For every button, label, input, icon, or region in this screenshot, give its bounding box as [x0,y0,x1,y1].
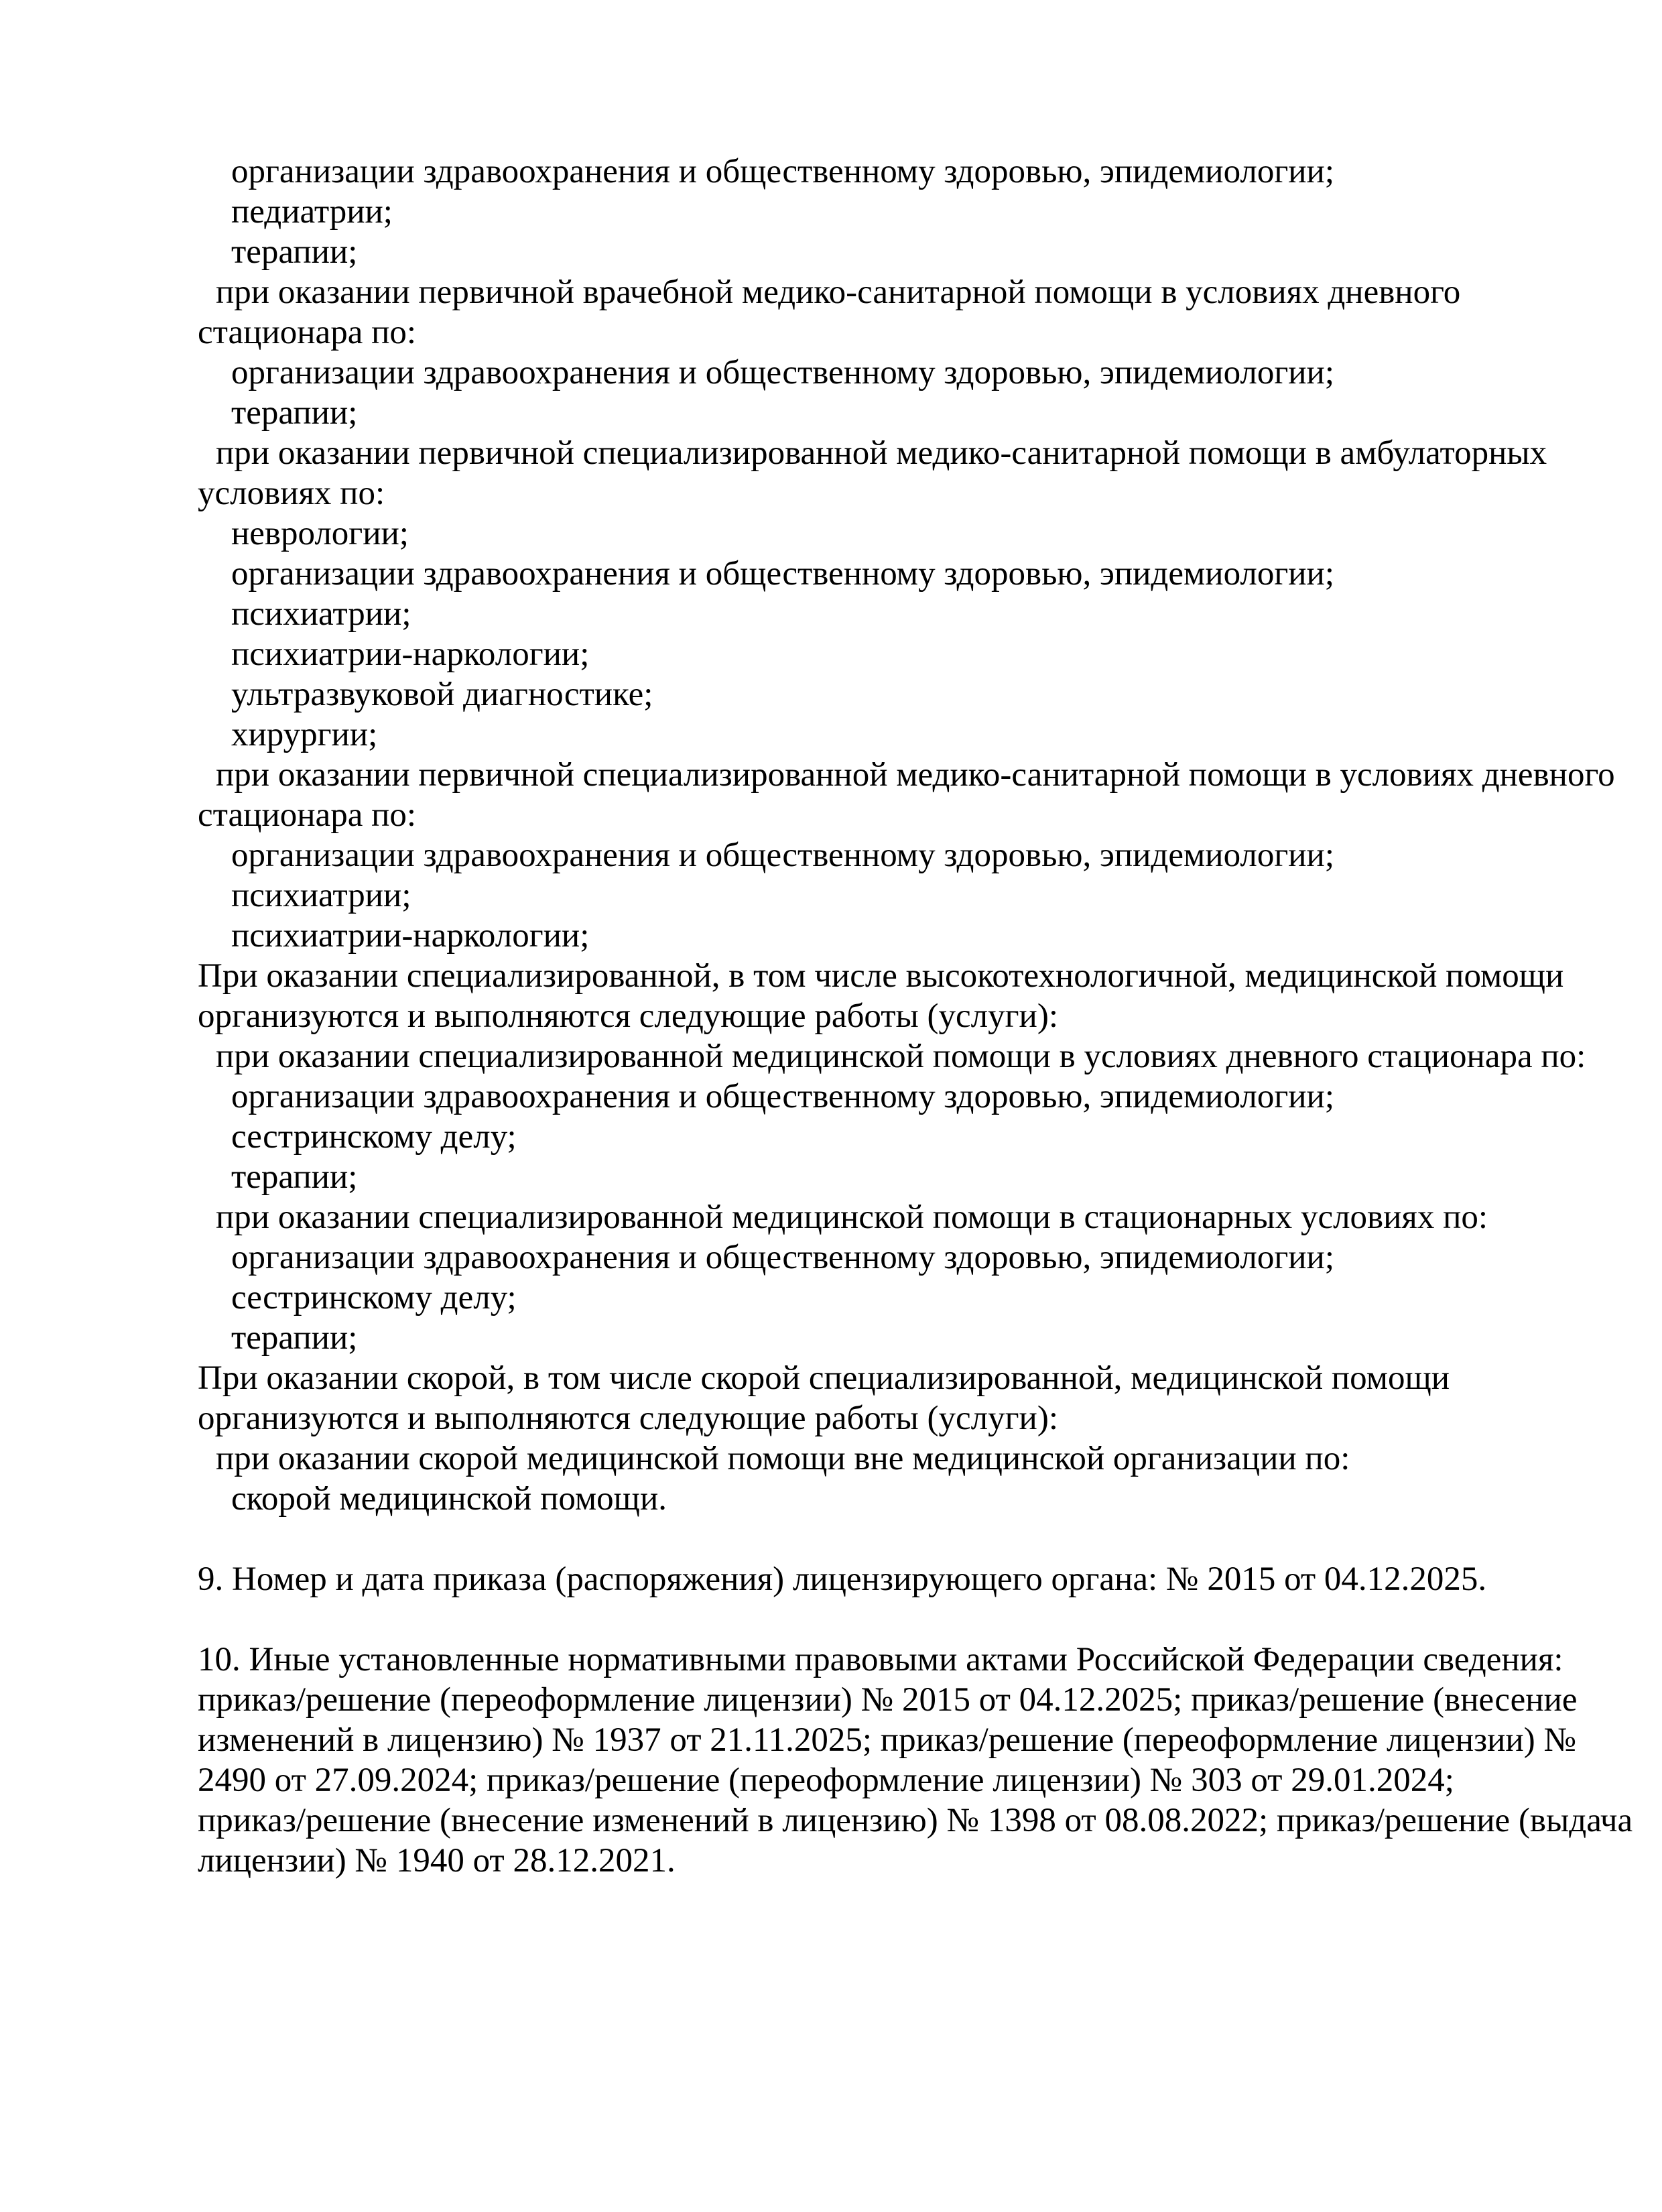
document-line: 9. Номер и дата приказа (распоряжения) лицензирующего органа: № 2015 от 04.12.2025. [198,1560,1487,1598]
document-line: организации здравоохранения и общественному здоровью, эпидемиологии; [231,837,1335,874]
document-line: терапии; [231,233,358,271]
document-line: психиатрии; [231,877,411,914]
document-line: при оказании первичной специализированной медико-санитарной помощи в амбулаторных [216,434,1547,472]
document-line: организации здравоохранения и общественному здоровью, эпидемиологии; [231,1239,1335,1276]
document-line: при оказании специализированной медицинской помощи в стационарных условиях по: [216,1199,1488,1236]
document-line: стационара по: [198,314,417,351]
document-line: сестринскому делу; [231,1279,517,1316]
document-line: организации здравоохранения и общественному здоровью, эпидемиологии; [231,555,1335,593]
document-line: организации здравоохранения и общественному здоровью, эпидемиологии; [231,354,1335,391]
document-line: при оказании скорой медицинской помощи вне медицинской организации по: [216,1440,1350,1477]
document-line: терапии; [231,1319,358,1357]
document-line: 2490 от 27.09.2024; приказ/решение (переоформление лицензии) № 303 от 29.01.2024; [198,1762,1454,1799]
document-line: При оказании специализированной, в том числе высокотехнологичной, медицинской помощи [198,957,1564,995]
document-line: психиатрии-наркологии; [231,917,590,955]
document-line: психиатрии-наркологии; [231,635,590,673]
document-line: сестринскому делу; [231,1118,517,1156]
document-line: организуются и выполняются следующие работы (услуги): [198,997,1058,1035]
document-line: психиатрии; [231,595,411,633]
document-line: хирургии; [231,716,378,753]
document-line [198,1519,1538,1559]
document-line: терапии; [231,394,358,432]
document-line: стационара по: [198,796,417,834]
document-line: при оказании первичной специализированной медико-санитарной помощи в условиях дневного [216,756,1615,794]
document-line: лицензии) № 1940 от 28.12.2021. [198,1842,676,1880]
document-line: скорой медицинской помощи. [231,1480,667,1518]
document-line: педиатрии; [231,193,393,231]
document-line: приказ/решение (внесение изменений в лицензию) № 1398 от 08.08.2022; приказ/решение (выдача [198,1802,1633,1839]
document-line: 10. Иные установленные нормативными правовыми актами Российской Федерации сведения: [198,1641,1563,1678]
document-line: приказ/решение (переоформление лицензии) № 2015 от 04.12.2025; приказ/решение (внесение [198,1681,1578,1719]
document-line: при оказании первичной врачебной медико-санитарной помощи в условиях дневного [216,273,1461,311]
document-line: организуются и выполняются следующие работы (услуги): [198,1400,1058,1437]
document-line [198,1599,1538,1640]
document-line: терапии; [231,1158,358,1196]
document-line: ультразвуковой диагностике; [231,676,653,713]
document-line: при оказании специализированной медицинской помощи в условиях дневного стационара по: [216,1038,1586,1075]
document-line: При оказании скорой, в том числе скорой специализированной, медицинской помощи [198,1359,1450,1397]
document-body [198,151,1633,1881]
document-line: изменений в лицензию) № 1937 от 21.11.2025; приказ/решение (переоформление лицензии) № [198,1721,1577,1759]
document-line: неврологии; [231,515,409,552]
document-line: условиях по: [198,475,385,512]
document-line: организации здравоохранения и общественному здоровью, эпидемиологии; [231,153,1335,190]
document-line: организации здравоохранения и общественному здоровью, эпидемиологии; [231,1078,1335,1115]
